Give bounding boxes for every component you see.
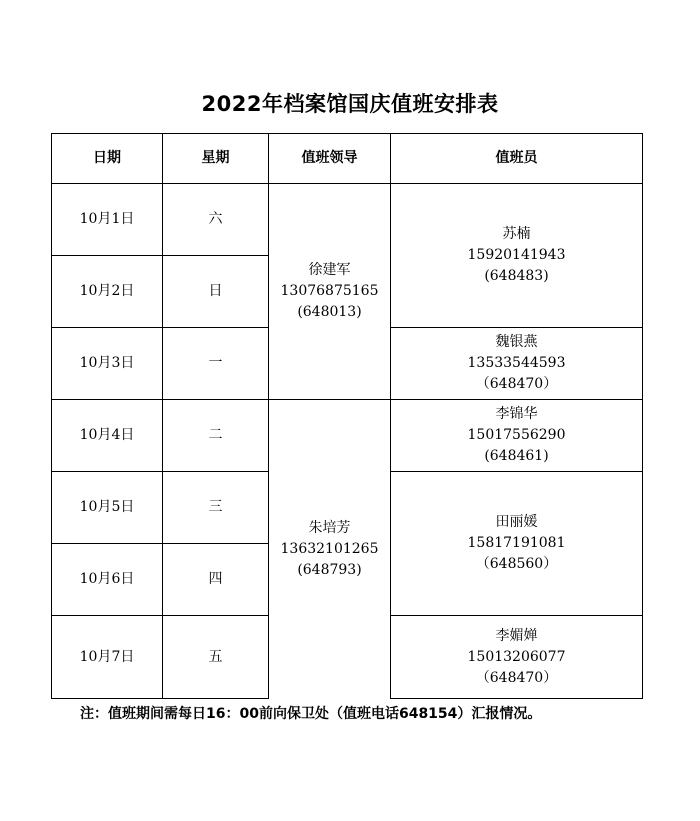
- staff-cell: [391, 184, 643, 328]
- page-title: 2022年档案馆国庆值班安排表: [201, 92, 499, 116]
- date-cell: 10月5日: [52, 472, 163, 544]
- table-row: [52, 184, 643, 256]
- duty-schedule-table: [51, 133, 643, 699]
- staff-name: 李媚婵: [495, 627, 538, 644]
- staff-cell: [391, 328, 643, 400]
- date-cell: 10月4日: [52, 400, 163, 472]
- date-cell: 10月3日: [52, 328, 163, 400]
- weekday-cell: 四: [163, 544, 269, 616]
- staff-ext: （648470）: [475, 376, 558, 392]
- staff-name: 苏楠: [502, 226, 531, 242]
- leader-cell: [269, 184, 391, 400]
- date-cell: 10月1日: [52, 184, 163, 256]
- staff-cell: [391, 400, 643, 472]
- table-header-row: [52, 134, 643, 184]
- weekday-cell: 三: [163, 472, 269, 544]
- staff-phone: 15920141943: [467, 247, 566, 263]
- staff-cell: [391, 472, 643, 616]
- date-cell: 10月7日: [52, 616, 163, 699]
- weekday-cell: 一: [163, 328, 269, 400]
- leader-phone: 13076875165: [280, 283, 379, 299]
- weekday-cell: 日: [163, 256, 269, 328]
- leader-name: 朱培芳: [308, 519, 351, 536]
- weekday-cell: 五: [163, 616, 269, 699]
- staff-phone: 15013206077: [467, 648, 566, 665]
- staff-phone: 13533544593: [467, 355, 566, 371]
- staff-name: 田丽媛: [495, 514, 538, 530]
- staff-phone: 15017556290: [467, 427, 566, 443]
- date-cell: 10月2日: [52, 256, 163, 328]
- weekday-cell: 六: [163, 184, 269, 256]
- staff-name: 魏银燕: [495, 334, 538, 350]
- footnote: 注：值班期间需每日16：00前向保卫处（值班电话648154）汇报情况。: [80, 706, 542, 722]
- header-weekday: 星期: [163, 134, 269, 184]
- staff-cell: [391, 616, 643, 699]
- staff-name: 李锦华: [495, 406, 538, 422]
- header-date: 日期: [52, 134, 163, 184]
- date-cell: 10月6日: [52, 544, 163, 616]
- staff-ext: （648560）: [475, 556, 558, 572]
- leader-name: 徐建军: [308, 262, 351, 278]
- staff-ext: (648461): [484, 448, 549, 464]
- weekday-cell: 二: [163, 400, 269, 472]
- leader-phone: 13632101265: [280, 540, 379, 557]
- staff-ext: （648470）: [475, 669, 558, 686]
- leader-ext: (648793): [297, 561, 362, 578]
- header-staff: 值班员: [391, 134, 643, 184]
- leader-ext: (648013): [297, 304, 362, 320]
- header-leader: 值班领导: [269, 134, 391, 184]
- table-row: [52, 400, 643, 472]
- staff-ext: (648483): [484, 268, 549, 284]
- leader-cell: [269, 400, 391, 699]
- staff-phone: 15817191081: [467, 535, 566, 551]
